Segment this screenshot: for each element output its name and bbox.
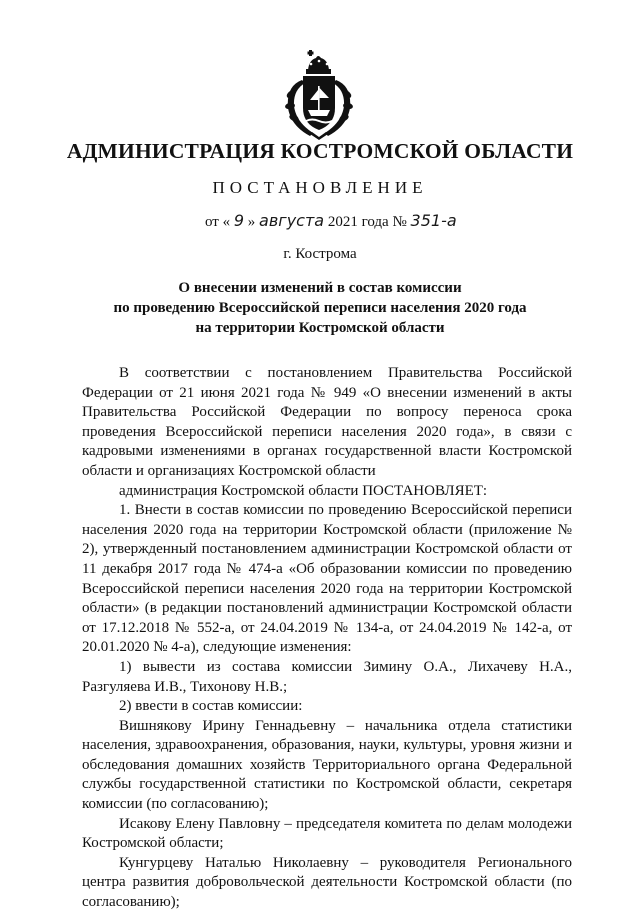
date-day: 9 <box>233 211 245 230</box>
body-paragraph: 2) ввести в состав комиссии: <box>119 698 303 715</box>
document-body <box>82 364 572 913</box>
subject-line: на территории Костромской области <box>195 320 445 336</box>
body-paragraph: 1) вывести из состава комиссии Зимину О.А., Лихачеву Н.А., Разгуляева И.В., Тихонову Н.В.; <box>82 658 572 695</box>
subject-line: О внесении изменений в состав комиссии <box>178 280 462 296</box>
date-month: августа <box>259 211 325 230</box>
date-mid: » <box>247 214 256 230</box>
organization-title: АДМИНИСТРАЦИЯ КОСТРОМСКОЙ ОБЛАСТИ <box>66 139 574 163</box>
city: г. Кострома <box>283 246 357 262</box>
body-paragraph: Исакову Елену Павловну – председателя комитета по делам молодежи Костромской области; <box>82 815 572 852</box>
document-type: ПОСТАНОВЛЕНИЕ <box>212 178 428 197</box>
body-paragraph: В соответствии с постановлением Правительства Российской Федерации от 21 июня 2021 года № 949 «О внесении изменений в акты Правительства Российской Федерации по вопросу переноса срока проведения Всероссийской переписи населения 2020 года», в связи с кадровыми изменениями в органах государственной власти Костромской области и организациях Костромской области <box>82 365 572 479</box>
date-prefix: от « <box>205 214 231 230</box>
document-subject <box>70 278 570 338</box>
body-paragraph: администрация Костромской области ПОСТАНОВЛЯЕТ: <box>119 482 488 499</box>
subject-line: по проведению Всероссийской переписи населения 2020 года <box>113 300 527 316</box>
body-paragraph: Вишнякову Ирину Геннадьевну – начальника отдела статистики населения, здравоохранения, образования, науки, культуры, уровня жизни и обследования домашних хозяйств Территориального органа Федеральной службы государственной статистики по Костромской области, секретаря комиссии (по согласованию); <box>82 717 572 813</box>
document-number: 351-а <box>410 211 457 230</box>
date-year: 2021 года № <box>327 214 407 230</box>
date-line <box>205 211 565 231</box>
coat-of-arms-icon <box>282 50 356 142</box>
body-paragraph: Кунгурцеву Наталью Николаевну – руководителя Регионального центра развития добровольческой деятельности Костромской области (по согласованию); <box>82 854 572 911</box>
body-paragraph: 1. Внести в состав комиссии по проведению Всероссийской переписи населения 2020 года на территории Костромской области (приложение № 2), утвержденный постановлением администрации Костромской области от 11 декабря 2017 года № 474-а «Об образовании комиссии по проведению Всероссийской переписи населения 2020 года на территории Костромской области» (в редакции постановлений администрации Костромской области от 17.12.2018 № 552-а, от 24.04.2019 № 134-а, от 24.04.2019 № 142-а, от 20.01.2020 № 4-а), следующие изменения: <box>82 502 572 656</box>
